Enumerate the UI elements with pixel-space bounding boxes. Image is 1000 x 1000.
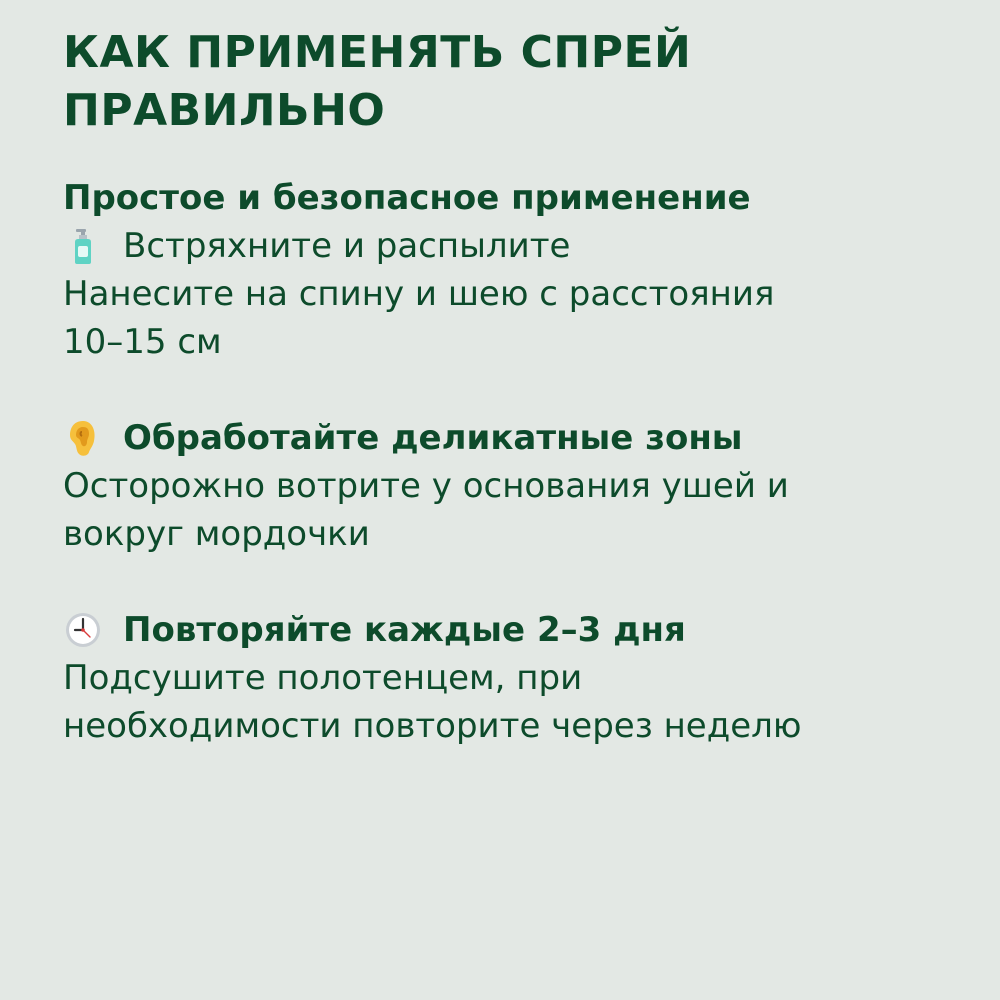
step-3-heading-row xyxy=(63,606,963,654)
step-2-heading: Обработайте деликатные зоны xyxy=(123,418,743,458)
spacer xyxy=(63,366,963,414)
step-1-body-line-1: Нанесите на спину и шею с расстояния xyxy=(63,274,775,314)
step-3-body-line-2: необходимости повторите через неделю xyxy=(63,706,802,746)
spacer xyxy=(63,558,963,606)
step-2-body-line-1: Осторожно вотрите у основания ушей и xyxy=(63,466,789,506)
step-2-heading-row xyxy=(63,414,963,462)
instructions-body xyxy=(63,174,963,750)
step-1-body-line-2: 10–15 см xyxy=(63,322,222,362)
clock-icon xyxy=(63,610,103,650)
step-1-heading: Встряхните и распылите xyxy=(123,226,571,266)
ear-icon xyxy=(63,418,103,458)
page-title xyxy=(63,24,943,140)
step-3-heading: Повторяйте каждые 2–3 дня xyxy=(123,610,686,650)
step-2-body-line-2: вокруг мордочки xyxy=(63,514,370,554)
step-1-heading-row xyxy=(63,222,963,270)
title-line-1: КАК ПРИМЕНЯТЬ СПРЕЙ xyxy=(63,27,692,78)
lotion-bottle-icon xyxy=(63,226,103,266)
title-line-2: ПРАВИЛЬНО xyxy=(63,85,386,136)
intro-heading: Простое и безопасное применение xyxy=(63,178,751,218)
step-3-body-line-1: Подсушите полотенцем, при xyxy=(63,658,583,698)
